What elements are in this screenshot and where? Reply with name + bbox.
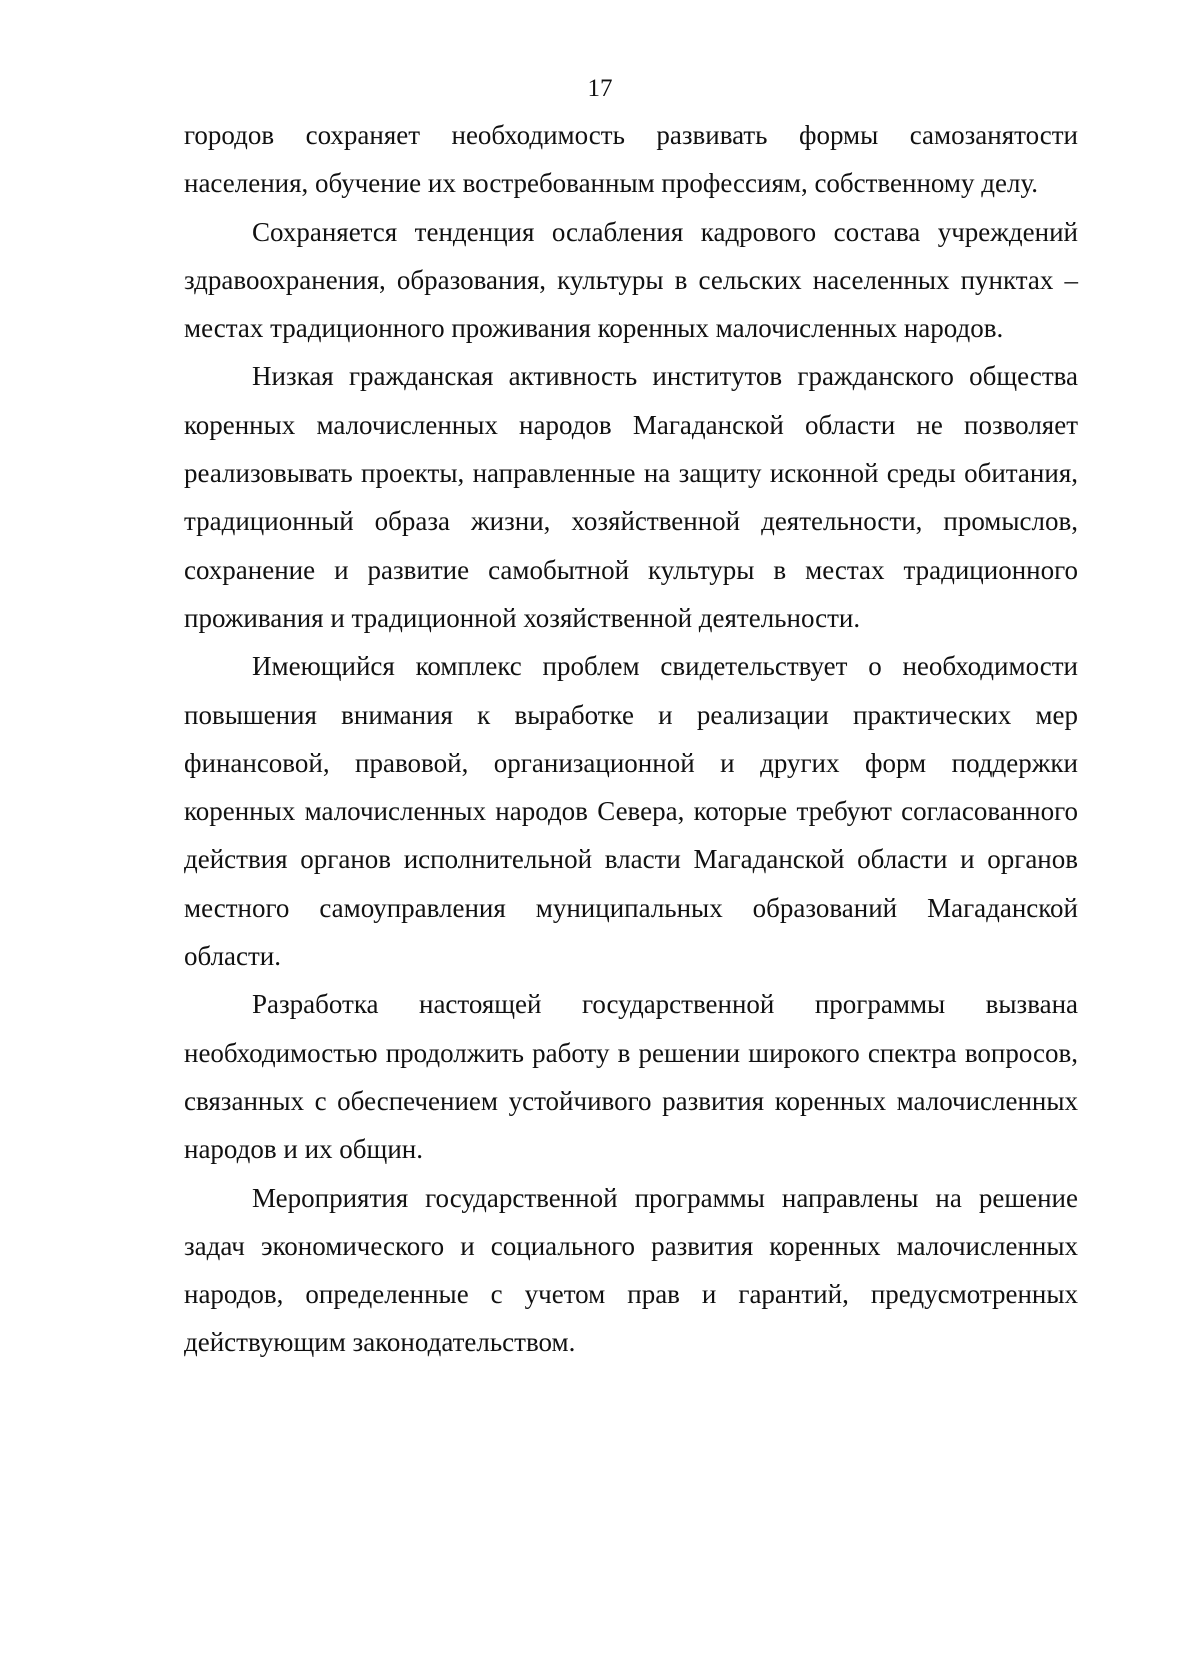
document-body [184, 111, 1078, 1367]
page-number: 17 [587, 75, 613, 102]
paragraph-4: Имеющийся комплекс проблем свидетельствует о необходимости повышения внимания к выработке и реализации практических мер финансовой, правовой, организационной и других форм поддержки коренных малочисленных народов Севера, которые требуют согласованного действия органов исполнительной власти Магаданской области и органов местного самоуправления муниципальных образований Магаданской области. [184, 651, 1078, 972]
paragraph-6: Мероприятия государственной программы направлены на решение задач экономического и социального развития коренных малочисленных народов, определенные с учетом прав и гарантий, предусмотренных действующим законодательством. [184, 1182, 1078, 1358]
paragraph-5: Разработка настоящей государственной программы вызвана необходимостью продолжить работу в решении широкого спектра вопросов, связанных с обеспечением устойчивого развития коренных малочисленных народов и их общин. [184, 989, 1078, 1165]
paragraph-2: Сохраняется тенденция ослабления кадрового состава учреждений здравоохранения, образования, культуры в сельских населенных пунктах – местах традиционного проживания коренных малочисленных народов. [184, 216, 1078, 344]
paragraph-1: городов сохраняет необходимость развивать формы самозанятости населения, обучение их востребованным профессиям, собственному делу. [184, 120, 1078, 199]
paragraph-3: Низкая гражданская активность институтов гражданского общества коренных малочисленных народов Магаданской области не позволяет реализовывать проекты, направленные на защиту исконной среды обитания, традиционный образа жизни, хозяйственной деятельности, промыслов, сохранение и развитие самобытной культуры в местах традиционного проживания и традиционной хозяйственной деятельности. [184, 361, 1078, 633]
